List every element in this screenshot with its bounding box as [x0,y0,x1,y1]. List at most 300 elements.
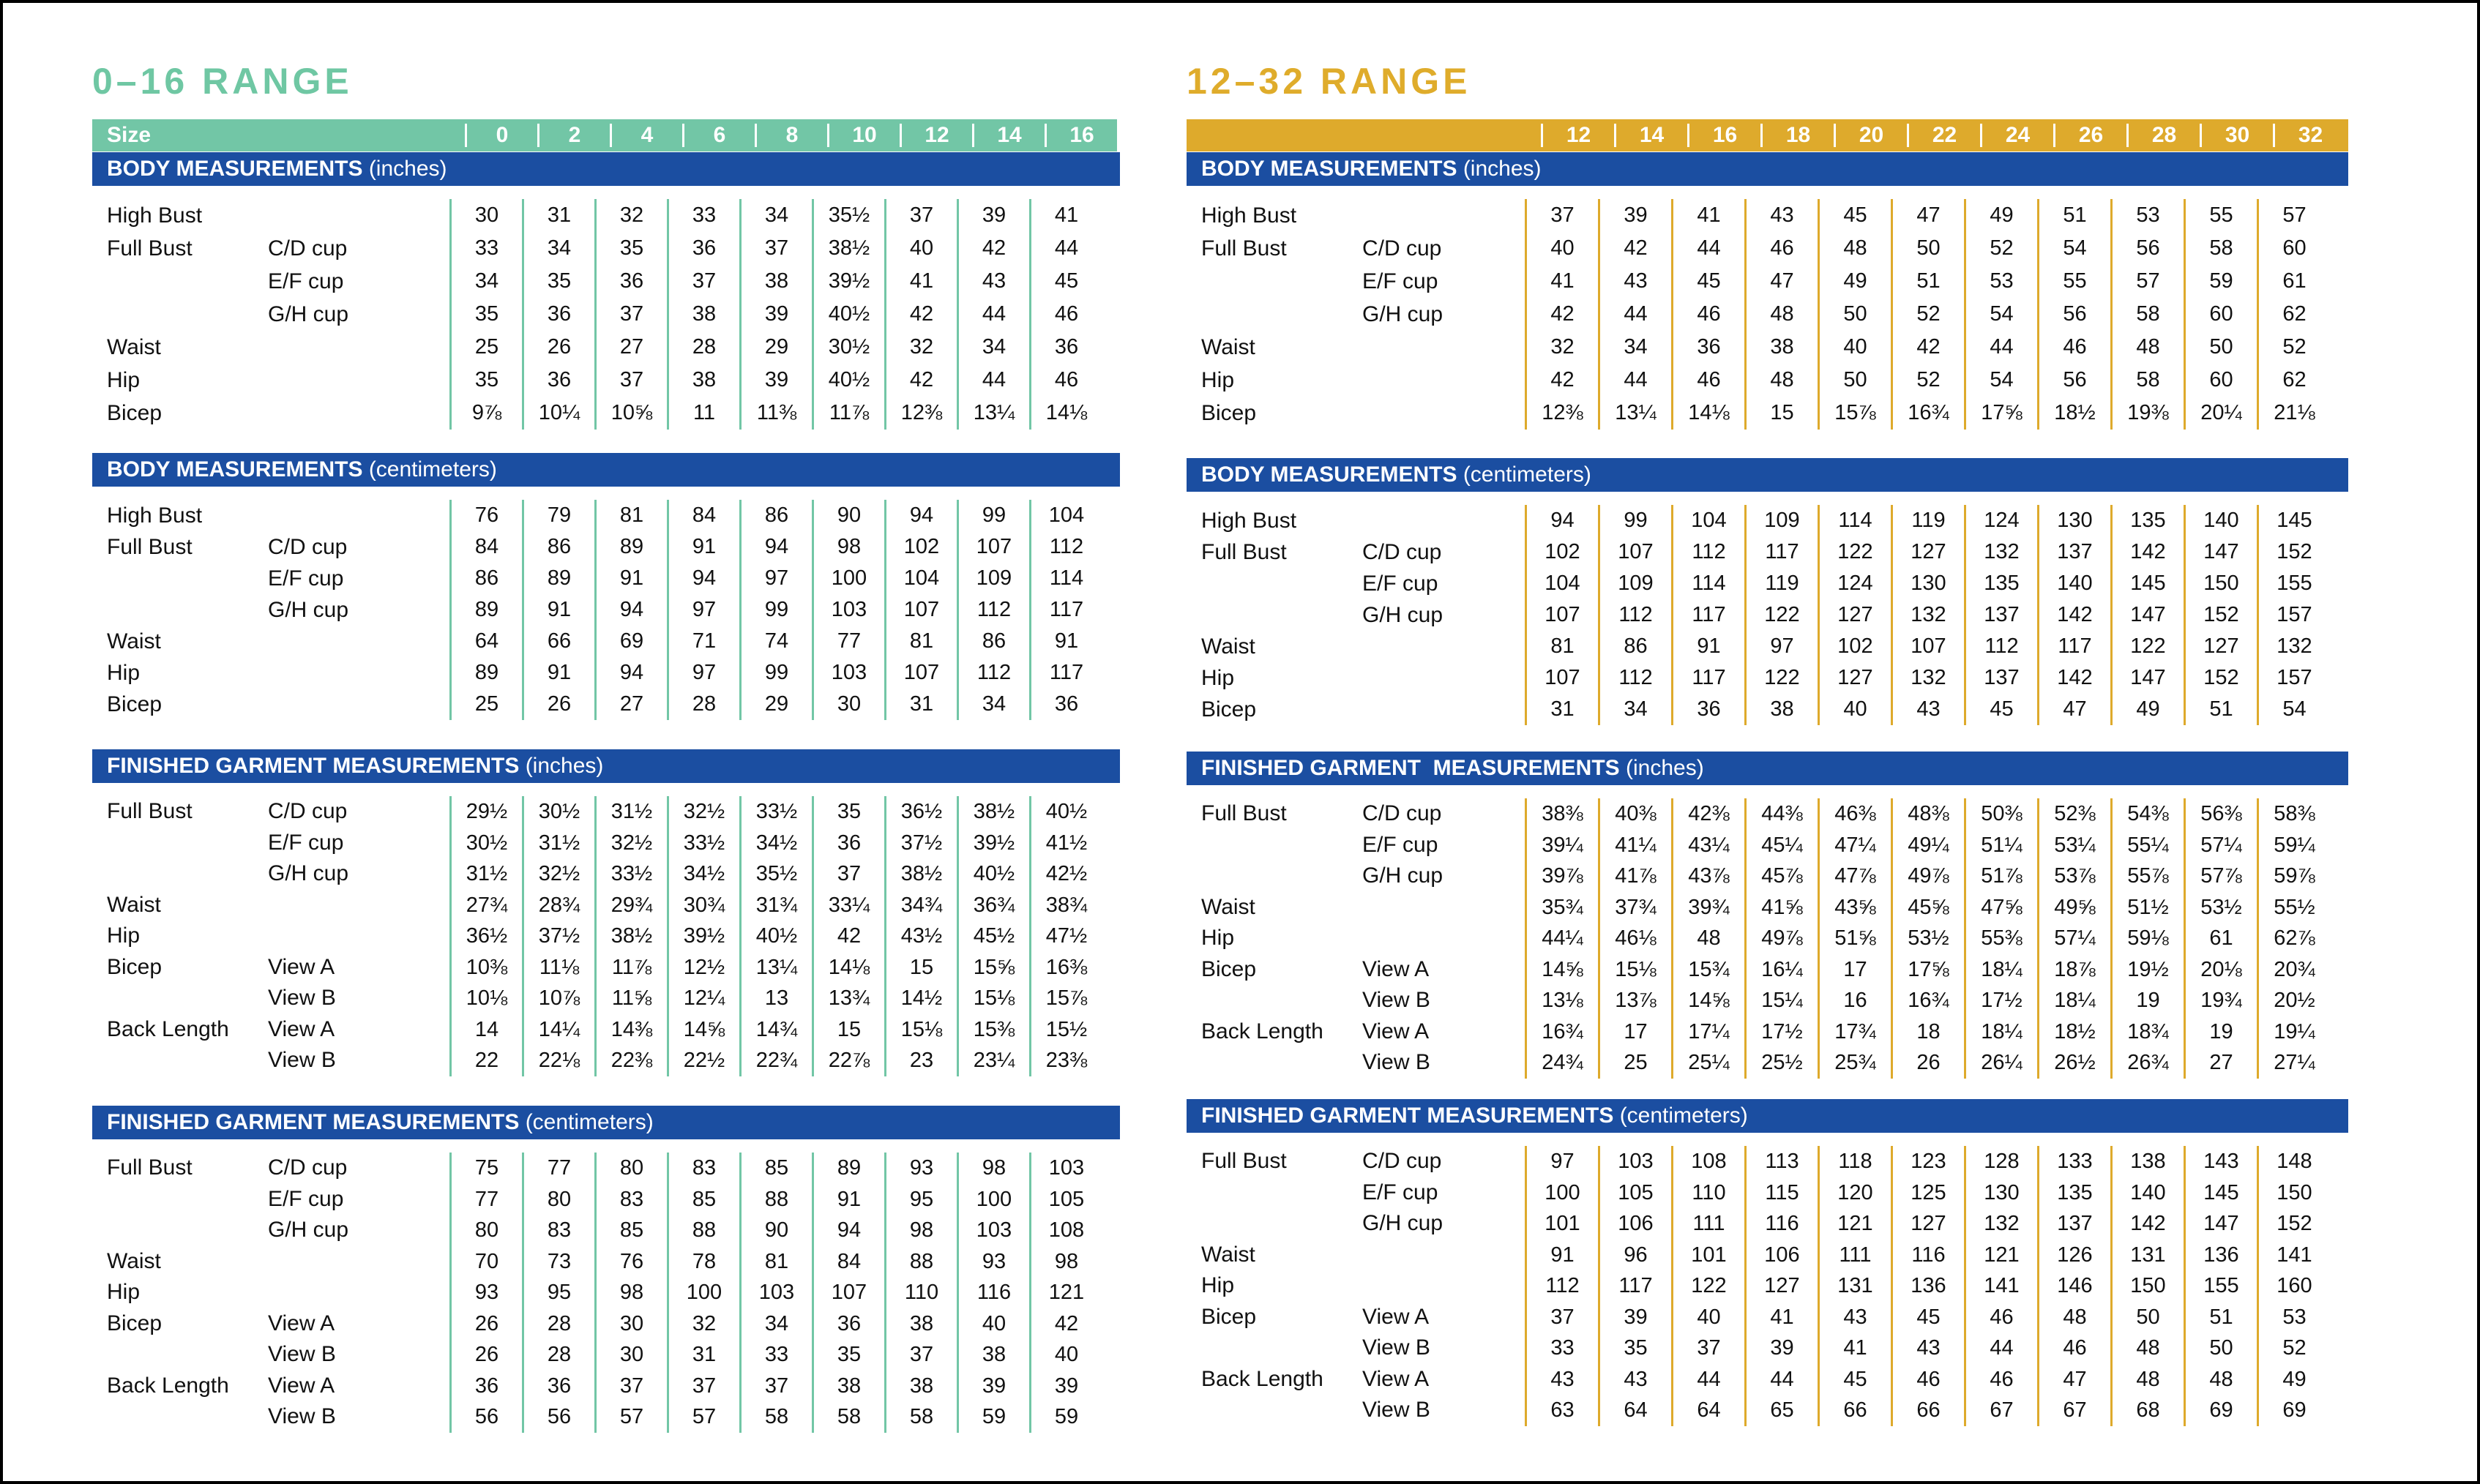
value-cell: 104 [1029,500,1102,531]
size-12: 12 [900,124,972,147]
value-cell: 40½ [812,364,884,397]
row-sublabel: E/F cup [1362,269,1438,293]
value-cell: 61 [2184,923,2257,954]
value-cell: 77 [449,1184,522,1215]
value-cell: 59 [957,1401,1029,1433]
value-cell: 58 [2110,364,2184,397]
size-28: 28 [2126,124,2200,147]
value-cell: 53¼ [2037,830,2110,861]
value-cell: 103 [739,1277,812,1308]
value-cell: 15⅛ [957,983,1029,1014]
row-label: Back Length [1201,1019,1323,1043]
value-cell: 17 [1598,1016,1671,1048]
value-cell: 86 [522,531,594,563]
value-cell: 58 [2184,232,2257,265]
row-label: Back Length [107,1373,229,1398]
value-cell: 140 [2184,505,2257,536]
measurement-row [1187,1270,2348,1302]
value-cell: 16¾ [1891,985,1964,1016]
measurement-row [1187,662,2348,694]
value-cell: 132 [1964,536,2037,568]
row-values [449,1215,1102,1246]
value-cell: 30½ [449,828,522,859]
measurement-row [1187,694,2348,725]
row-sublabel: G/H cup [268,301,349,326]
value-cell: 132 [2257,631,2330,662]
value-cell: 49⅝ [2037,892,2110,923]
value-cell: 15¼ [1744,985,1818,1016]
value-cell: 57¼ [2037,923,2110,954]
section-body-cm [92,453,1120,720]
value-cell: 45½ [957,921,1029,952]
measurement-row [92,1339,1120,1371]
value-cell: 38 [1744,331,1818,364]
value-cell: 79 [522,500,594,531]
value-cell: 34 [522,232,594,265]
value-cell: 32 [1525,331,1598,364]
value-cell: 42 [884,364,957,397]
value-cell: 33½ [667,828,739,859]
value-cell: 76 [594,1246,667,1278]
row-sublabel: C/D cup [268,236,348,261]
value-cell: 101 [1525,1208,1598,1240]
measurement-row [1187,1208,2348,1240]
value-cell: 38½ [812,232,884,265]
range-title: 0–16 RANGE [92,61,353,102]
row-values [1525,985,2330,1016]
value-cell: 94 [594,657,667,689]
value-cell: 17½ [1964,985,2037,1016]
value-cell: 51⅞ [1964,861,2037,892]
value-cell: 37 [812,858,884,890]
value-cell: 96 [1598,1240,1671,1271]
value-cell: 127 [1891,1208,1964,1240]
value-cell: 43⅞ [1671,861,1744,892]
value-cell: 55⅞ [2110,861,2184,892]
value-cell: 35 [1598,1333,1671,1364]
value-cell: 61 [2257,265,2330,298]
row-label: Hip [107,1280,141,1305]
value-cell: 74 [739,626,812,657]
row-values [1525,631,2330,662]
row-values [1525,568,2330,599]
value-cell: 47¼ [1818,830,1891,861]
value-cell: 56 [2037,364,2110,397]
row-values [449,952,1102,983]
value-cell: 132 [1891,599,1964,631]
section-finished-cm [1187,1099,2348,1426]
value-cell: 43 [1891,1333,1964,1364]
value-cell: 95 [522,1277,594,1308]
value-cell: 52 [1964,232,2037,265]
row-values [1525,1364,2330,1395]
value-cell: 58 [739,1401,812,1433]
row-values [449,1014,1102,1046]
measurement-row [92,1277,1120,1308]
section-title: FINISHED GARMENT MEASUREMENTS [1201,1103,1614,1128]
row-sublabel: View B [268,1342,336,1367]
measurement-row [92,594,1120,626]
value-cell: 28 [667,689,739,720]
value-cell: 86 [957,626,1029,657]
row-label: Full Bust [1201,236,1287,261]
value-cell: 17 [1818,954,1891,986]
value-cell: 105 [1598,1177,1671,1209]
value-cell: 26¾ [2110,1047,2184,1079]
value-cell: 46 [2037,331,2110,364]
value-cell: 50 [1891,232,1964,265]
value-cell: 99 [957,500,1029,531]
section-unit: (centimeters) [519,1110,654,1134]
value-cell: 33 [739,1339,812,1371]
value-cell: 106 [1598,1208,1671,1240]
value-cell: 36½ [449,921,522,952]
value-cell: 37 [594,1371,667,1402]
row-sublabel: E/F cup [268,1186,344,1211]
size-cells [465,124,1117,147]
value-cell: 48 [1744,364,1818,397]
value-cell: 90 [812,500,884,531]
measurement-row [92,563,1120,594]
value-cell: 33 [1525,1333,1598,1364]
value-cell: 89 [449,594,522,626]
value-cell: 105 [1029,1184,1102,1215]
value-cell: 108 [1029,1215,1102,1246]
value-cell: 28 [667,331,739,364]
row-values [1525,1240,2330,1271]
size-2: 2 [537,124,610,147]
row-values [1525,694,2330,725]
row-sublabel: View B [1362,1050,1430,1075]
value-cell: 51 [2037,199,2110,232]
value-cell: 15½ [1029,1014,1102,1046]
section-header [1187,458,2348,492]
value-cell: 112 [957,657,1029,689]
size-26: 26 [2053,124,2126,147]
measurement-row [1187,1016,2348,1048]
value-cell: 114 [1818,505,1891,536]
value-cell: 83 [667,1153,739,1184]
value-cell: 15 [884,952,957,983]
value-cell: 46⅜ [1818,798,1891,830]
value-cell: 40 [957,1308,1029,1340]
value-cell: 49 [2257,1364,2330,1395]
row-sublabel: E/F cup [268,566,344,591]
value-cell: 110 [884,1277,957,1308]
measurement-row [92,500,1120,531]
value-cell: 36 [812,828,884,859]
value-cell: 55 [2037,265,2110,298]
value-cell: 48 [2037,1302,2110,1333]
value-cell: 55 [2184,199,2257,232]
value-cell: 60 [2257,232,2330,265]
value-cell: 47⅝ [1964,892,2037,923]
row-label: Bicep [1201,1304,1257,1329]
value-cell: 150 [2184,568,2257,599]
value-cell: 32½ [522,858,594,890]
value-cell: 36¾ [957,890,1029,921]
row-label: Waist [107,1248,161,1273]
value-cell: 40½ [1029,796,1102,828]
value-cell: 23 [884,1045,957,1076]
row-values [449,983,1102,1014]
measurement-row [1187,1047,2348,1079]
value-cell: 14¼ [522,1014,594,1046]
size-8: 8 [755,124,827,147]
measurement-row [1187,298,2348,331]
value-cell: 137 [2037,536,2110,568]
row-values [449,1339,1102,1371]
row-sublabel: C/D cup [268,1155,348,1180]
row-label: Full Bust [107,799,193,824]
value-cell: 11⅜ [739,397,812,430]
value-cell: 13⅞ [1598,985,1671,1016]
value-cell: 140 [2110,1177,2184,1209]
size-12: 12 [1541,124,1614,147]
value-cell: 122 [1744,599,1818,631]
value-cell: 22½ [667,1045,739,1076]
value-cell: 47 [2037,694,2110,725]
measurement-row [1187,861,2348,892]
value-cell: 78 [667,1246,739,1278]
row-label: Waist [107,629,161,653]
value-cell: 14 [449,1014,522,1046]
row-sublabel: G/H cup [268,597,349,622]
value-cell: 25 [449,689,522,720]
section-body-cm [1187,458,2348,725]
value-cell: 46 [1029,364,1102,397]
value-cell: 86 [1598,631,1671,662]
value-cell: 36 [522,1371,594,1402]
value-cell: 81 [739,1246,812,1278]
measurement-row [92,531,1120,563]
value-cell: 19 [2110,985,2184,1016]
value-cell: 34½ [667,858,739,890]
measurement-row [92,397,1120,430]
row-sublabel: E/F cup [1362,1180,1438,1204]
row-values [449,232,1102,265]
value-cell: 15⅞ [1818,397,1891,430]
value-cell: 56 [2110,232,2184,265]
value-cell: 49⅞ [1744,923,1818,954]
value-cell: 53½ [2184,892,2257,923]
value-cell: 112 [1964,631,2037,662]
value-cell: 32½ [667,796,739,828]
value-cell: 141 [2257,1240,2330,1271]
value-cell: 117 [1029,594,1102,626]
value-cell: 84 [812,1246,884,1278]
row-label: Full Bust [1201,539,1287,564]
value-cell: 86 [739,500,812,531]
row-values [449,298,1102,331]
value-cell: 109 [957,563,1029,594]
value-cell: 15 [812,1014,884,1046]
value-cell: 38 [667,364,739,397]
value-cell: 40 [1818,694,1891,725]
row-values [1525,954,2330,986]
row-sublabel: E/F cup [1362,571,1438,596]
value-cell: 25 [1598,1047,1671,1079]
value-cell: 17¼ [1671,1016,1744,1048]
value-cell: 97 [667,594,739,626]
value-cell: 44¼ [1525,923,1598,954]
row-sublabel: View B [1362,1335,1430,1360]
value-cell: 136 [1891,1270,1964,1302]
row-values [449,265,1102,298]
value-cell: 118 [1818,1146,1891,1177]
value-cell: 99 [739,657,812,689]
measurement-row [92,983,1120,1014]
value-cell: 64 [449,626,522,657]
row-values [1525,1270,2330,1302]
row-values [1525,599,2330,631]
value-cell: 57¼ [2184,830,2257,861]
value-cell: 39½ [667,921,739,952]
value-cell: 112 [1598,599,1671,631]
row-label: High Bust [107,503,203,528]
value-cell: 36 [594,265,667,298]
value-cell: 11⅞ [594,952,667,983]
value-cell: 14⅛ [1671,397,1744,430]
measurement-rows [92,199,1120,430]
measurement-row [1187,199,2348,232]
value-cell: 98 [1029,1246,1102,1278]
value-cell: 33 [667,199,739,232]
value-cell: 107 [1525,662,1598,694]
value-cell: 114 [1029,563,1102,594]
value-cell: 50 [2110,1302,2184,1333]
value-cell: 37 [667,265,739,298]
value-cell: 19⅜ [2110,397,2184,430]
value-cell: 10⅛ [449,983,522,1014]
value-cell: 11⅛ [522,952,594,983]
value-cell: 39½ [812,265,884,298]
value-cell: 98 [812,531,884,563]
value-cell: 147 [2184,1208,2257,1240]
value-cell: 27 [594,689,667,720]
value-cell: 41 [1744,1302,1818,1333]
value-cell: 39 [1744,1333,1818,1364]
value-cell: 36 [1029,331,1102,364]
value-cell: 54 [2037,232,2110,265]
value-cell: 31½ [594,796,667,828]
measurement-rows [92,500,1120,720]
value-cell: 41 [884,265,957,298]
value-cell: 41 [1818,1333,1891,1364]
size-header-row [1187,119,2348,151]
row-sublabel: C/D cup [268,799,348,824]
value-cell: 48 [2110,1364,2184,1395]
row-label: Full Bust [1201,801,1287,826]
row-values [449,397,1102,430]
value-cell: 35 [594,232,667,265]
row-values [449,890,1102,921]
value-cell: 21⅛ [2257,397,2330,430]
row-sublabel: G/H cup [268,1218,349,1243]
row-values [1525,923,2330,954]
value-cell: 31 [884,689,957,720]
value-cell: 145 [2110,568,2184,599]
value-cell: 116 [1744,1208,1818,1240]
value-cell: 44 [957,364,1029,397]
value-cell: 17½ [1744,1016,1818,1048]
row-values [449,657,1102,689]
row-values [449,1153,1102,1184]
value-cell: 142 [2037,599,2110,631]
value-cell: 49 [1818,265,1891,298]
value-cell: 47½ [1029,921,1102,952]
size-14: 14 [1614,124,1687,147]
value-cell: 33 [449,232,522,265]
section-title: FINISHED GARMENT MEASUREMENTS [1201,756,1620,780]
measurement-row [92,199,1120,232]
section-header [1187,1099,2348,1133]
value-cell: 22¾ [739,1045,812,1076]
value-cell: 90 [739,1215,812,1246]
row-values [449,1401,1102,1433]
row-values [1525,1047,2330,1079]
value-cell: 41⅝ [1744,892,1818,923]
size-22: 22 [1907,124,1980,147]
value-cell: 30 [812,689,884,720]
value-cell: 35 [812,1339,884,1371]
value-cell: 39 [739,298,812,331]
value-cell: 36 [667,232,739,265]
value-cell: 125 [1891,1177,1964,1209]
measurement-row [1187,1395,2348,1426]
size-10: 10 [827,124,900,147]
value-cell: 104 [884,563,957,594]
row-label: Bicep [1201,956,1257,981]
value-cell: 152 [2257,536,2330,568]
value-cell: 14⅛ [812,952,884,983]
row-values [449,331,1102,364]
value-cell: 26¼ [1964,1047,2037,1079]
row-values [1525,199,2330,232]
row-values [1525,830,2330,861]
value-cell: 34 [449,265,522,298]
value-cell: 38½ [594,921,667,952]
value-cell: 114 [1671,568,1744,599]
row-values [1525,1302,2330,1333]
value-cell: 59¼ [2257,830,2330,861]
value-cell: 132 [1964,1208,2037,1240]
row-values [449,500,1102,531]
row-label: High Bust [1201,203,1297,228]
value-cell: 39 [957,199,1029,232]
value-cell: 26 [522,689,594,720]
value-cell: 13 [739,983,812,1014]
value-cell: 57 [667,1401,739,1433]
measurement-rows [92,1153,1120,1433]
row-values [449,921,1102,952]
value-cell: 39 [1029,1371,1102,1402]
value-cell: 100 [957,1184,1029,1215]
value-cell: 59 [1029,1401,1102,1433]
size-20: 20 [1834,124,1907,147]
value-cell: 50 [2184,1333,2257,1364]
value-cell: 36 [449,1371,522,1402]
row-label: Full Bust [107,1155,193,1180]
value-cell: 104 [1671,505,1744,536]
measurement-row [92,265,1120,298]
value-cell: 121 [1818,1208,1891,1240]
size-30: 30 [2200,124,2273,147]
row-sublabel: View A [1362,1366,1430,1391]
value-cell: 109 [1744,505,1818,536]
value-cell: 62 [2257,364,2330,397]
value-cell: 40 [1671,1302,1744,1333]
